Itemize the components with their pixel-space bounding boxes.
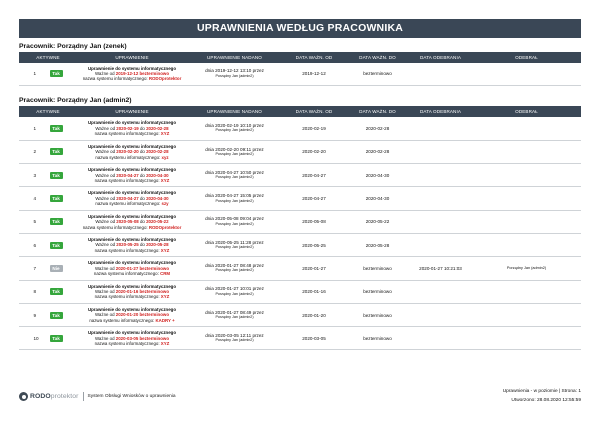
column-header: UPRAWNIENIE NADANO <box>187 106 282 117</box>
system-prefix: nazwa systemu informatycznego: <box>82 224 148 230</box>
row-number: 10 <box>33 335 39 341</box>
granted-date: dnia 2020-02-20 09:11 przez <box>205 146 264 152</box>
permission-cell <box>77 327 187 350</box>
permission-name: Uprawnienie do systemu informatycznego <box>87 330 177 336</box>
table-row <box>19 303 581 326</box>
table-row <box>19 327 581 350</box>
valid-from-date: 2020-05-08 <box>116 219 139 225</box>
active-cell <box>19 187 77 210</box>
permission-name: Uprawnienie do systemu informatycznego <box>87 237 177 243</box>
valid-to-date: 2020-04-30 <box>146 195 169 201</box>
active-cell <box>19 140 77 163</box>
granted-by: Porządny Jan (admin2) <box>215 221 254 226</box>
valid-prefix: Ważne od <box>94 71 115 77</box>
valid-range-word: do <box>139 172 145 178</box>
valid-range-word: do <box>139 242 145 248</box>
permission-name: Uprawnienie do systemu informatycznego <box>87 190 177 196</box>
valid-to-cell: 2020-05-22 <box>346 210 409 233</box>
active-cell <box>19 233 77 256</box>
granted-cell <box>187 327 282 350</box>
valid-prefix: Ważne od <box>95 219 116 225</box>
table-row <box>19 280 581 303</box>
valid-to-date: 2020-02-28 <box>146 125 169 131</box>
row-number: 3 <box>33 172 37 178</box>
valid-range-word: bezterminowo <box>139 265 170 271</box>
column-header: DATA WAŻN. OD <box>282 52 346 63</box>
valid-from-cell: 2020-01-16 <box>282 280 346 303</box>
row-number: 2 <box>33 149 37 155</box>
active-badge: Tak <box>50 195 63 202</box>
valid-to-cell: 2020-05-28 <box>346 233 409 256</box>
granted-cell <box>187 210 282 233</box>
system-name-value: RODOprotektor <box>148 76 182 82</box>
valid-prefix: Ważne od <box>95 195 116 201</box>
granted-date: dnia 2020-01-27 10:01 przez <box>205 286 264 292</box>
row-number: 1 <box>33 125 37 131</box>
valid-prefix: Ważne od <box>95 125 116 131</box>
granted-date: dnia 2020-03-05 12:11 przez <box>205 332 264 338</box>
permission-cell <box>77 303 187 326</box>
permission-cell <box>77 210 187 233</box>
permission-name: Uprawnienie do systemu informatycznego <box>87 260 177 266</box>
table-row <box>19 140 581 163</box>
revoked-date-cell <box>409 210 472 233</box>
system-name-value: xyz <box>161 154 169 160</box>
granted-by: Porządny Jan (admin2) <box>215 291 254 296</box>
valid-from-date: 2020-04-27 <box>116 195 139 201</box>
employee-label: Pracownik: Porządny Jan (zenek) <box>19 43 127 50</box>
column-header: AKTYWNE <box>19 106 77 117</box>
permission-name: Uprawnienie do systemu informatycznego <box>87 213 177 219</box>
system-prefix: nazwa systemu informatycznego: <box>89 317 155 323</box>
valid-range-word: bezterminowo <box>139 335 170 341</box>
revoked-date-cell <box>409 117 472 140</box>
permission-cell <box>77 187 187 210</box>
column-header: UPRAWNIENIE NADANO <box>187 52 282 63</box>
revoked-by-cell <box>472 327 581 350</box>
valid-from-cell: 2020-01-20 <box>282 303 346 326</box>
system-name-value: KADRY + <box>155 317 175 323</box>
valid-to-cell: 2020-04-30 <box>346 187 409 210</box>
system-prefix: nazwa systemu informatycznego: <box>94 294 160 300</box>
granted-cell <box>187 187 282 210</box>
active-cell <box>19 327 77 350</box>
active-cell <box>19 117 77 140</box>
column-header: UPRAWNIENIE <box>77 106 187 117</box>
active-badge: Tak <box>50 125 63 132</box>
table-row <box>19 63 581 85</box>
row-number: 5 <box>33 219 37 225</box>
valid-from-cell: 2020-05-25 <box>282 233 346 256</box>
revoked-date-cell <box>409 187 472 210</box>
valid-from-cell: 2019-12-12 <box>282 63 346 85</box>
valid-from-date: 2019-12-12 <box>115 71 139 77</box>
revoked-date-cell <box>409 233 472 256</box>
granted-date: dnia 2020-05-25 11:28 przez <box>205 239 264 245</box>
revoked-date-cell <box>409 303 472 326</box>
valid-to-date: 2020-02-28 <box>146 149 169 155</box>
table-header-row <box>19 52 581 63</box>
revoked-by-cell: Porządny Jan (admin2) <box>472 257 581 280</box>
granted-by: Porządny Jan (admin2) <box>215 128 254 133</box>
system-prefix: nazwa systemu informatycznego: <box>94 131 160 137</box>
valid-to-cell: bezterminowo <box>346 303 409 326</box>
row-number: 7 <box>33 265 37 271</box>
valid-to-cell: bezterminowo <box>346 257 409 280</box>
permission-name: Uprawnienie do systemu informatycznego <box>87 167 177 173</box>
permission-cell <box>77 257 187 280</box>
system-prefix: nazwa systemu informatycznego: <box>93 271 159 277</box>
valid-to-cell: bezterminowo <box>346 63 409 85</box>
active-cell <box>19 210 77 233</box>
granted-date: dnia 2019-12-12 13:10 przez <box>205 68 264 74</box>
permission-name: Uprawnienie do systemu informatycznego <box>87 120 177 126</box>
revoked-by-cell <box>472 140 581 163</box>
revoked-by-cell <box>472 63 581 85</box>
active-cell <box>19 164 77 187</box>
row-number: 9 <box>33 312 37 318</box>
valid-range-word: do <box>139 149 145 155</box>
system-name-value: XYZ <box>160 294 170 300</box>
footer-logo <box>19 392 176 401</box>
valid-from-date: 2020-02-19 <box>116 125 139 131</box>
active-cell <box>19 280 77 303</box>
column-header: DATA ODEBRANIA <box>409 52 472 63</box>
valid-to-date: 2020-04-30 <box>146 172 169 178</box>
valid-prefix: Ważne od <box>94 265 115 271</box>
granted-date: dnia 2020-04-27 15:05 przez <box>205 193 264 199</box>
valid-range-word: do <box>139 219 145 225</box>
granted-date: dnia 2020-04-27 10:50 przez <box>205 169 264 175</box>
system-name-value: RODOprotektor <box>148 224 182 230</box>
system-name: System Obsługi Wniosków o uprawnienia <box>87 394 176 399</box>
valid-from-date: 2020-04-27 <box>116 172 139 178</box>
column-header: DATA WAŻN. DO <box>346 52 409 63</box>
revoked-by-cell <box>472 303 581 326</box>
active-badge: Tak <box>50 148 63 155</box>
revoked-by-cell <box>472 164 581 187</box>
revoked-date-cell <box>409 280 472 303</box>
column-header: ODEBRAŁ <box>472 106 581 117</box>
valid-to-cell: 2020-02-28 <box>346 140 409 163</box>
valid-prefix: Ważne od <box>94 312 115 318</box>
revoked-by-cell <box>472 280 581 303</box>
granted-by: Porządny Jan (admin2) <box>215 73 254 78</box>
valid-to-cell: 2020-04-30 <box>346 164 409 187</box>
valid-prefix: Ważne od <box>94 335 115 341</box>
system-name-value: XYZ <box>160 177 170 183</box>
permission-cell <box>77 117 187 140</box>
revoked-date-cell <box>409 327 472 350</box>
logo-wordmark: RODOprotektor <box>30 393 79 400</box>
permission-cell <box>77 140 187 163</box>
employee-label: Pracownik: Porządny Jan (admin2) <box>19 97 132 104</box>
valid-from-date: 2020-01-27 <box>115 265 139 271</box>
granted-cell <box>187 280 282 303</box>
granted-by: Porządny Jan (admin2) <box>215 245 254 250</box>
valid-from-date: 2020-02-20 <box>116 149 139 155</box>
revoked-by-cell <box>472 210 581 233</box>
footer-divider <box>83 392 84 401</box>
active-badge: Tak <box>50 288 63 295</box>
active-cell <box>19 63 77 85</box>
active-badge: Nie <box>50 265 63 272</box>
system-prefix: nazwa systemu informatycznego: <box>95 154 161 160</box>
system-name-value: XYZ <box>160 247 170 253</box>
revoked-by-cell <box>472 233 581 256</box>
system-name-value: XYZ <box>160 341 170 347</box>
granted-cell <box>187 257 282 280</box>
active-badge: Tak <box>50 218 63 225</box>
valid-to-date: 2020-05-22 <box>146 219 169 225</box>
granted-by: Porządny Jan (admin2) <box>215 315 254 320</box>
valid-prefix: Ważne od <box>94 289 115 295</box>
table-row <box>19 210 581 233</box>
revoked-date-cell <box>409 63 472 85</box>
granted-by: Porządny Jan (admin2) <box>215 268 254 273</box>
row-number: 1 <box>33 71 37 77</box>
valid-from-date: 2020-05-25 <box>116 242 139 248</box>
system-prefix: nazwa systemu informatycznego: <box>95 201 161 207</box>
active-cell <box>19 303 77 326</box>
permission-name: Uprawnienie do systemu informatycznego <box>87 306 177 312</box>
permission-name: Uprawnienie do systemu informatycznego <box>87 283 177 289</box>
system-name-value: szy <box>161 201 169 207</box>
valid-from-cell: 2020-03-05 <box>282 327 346 350</box>
permissions-table <box>19 52 581 86</box>
column-header: UPRAWNIENIE <box>77 52 187 63</box>
granted-by: Porządny Jan (admin2) <box>215 198 254 203</box>
active-badge: Tak <box>50 312 63 319</box>
valid-prefix: Ważne od <box>95 242 116 248</box>
table-header-row <box>19 106 581 117</box>
active-badge: Tak <box>50 335 63 342</box>
table-row <box>19 117 581 140</box>
permission-cell <box>77 63 187 85</box>
active-badge: Tak <box>50 172 63 179</box>
active-badge: Tak <box>50 242 63 249</box>
system-name-value: CRM <box>160 271 171 277</box>
system-prefix: nazwa systemu informatycznego: <box>94 247 160 253</box>
valid-range-word: bezterminowo <box>139 289 170 295</box>
granted-cell <box>187 303 282 326</box>
revoked-date-cell <box>409 164 472 187</box>
valid-to-date: 2020-05-28 <box>146 242 169 248</box>
table-row <box>19 257 581 280</box>
column-header: AKTYWNE <box>19 52 77 63</box>
system-name-value: XYZ <box>160 131 170 137</box>
valid-prefix: Ważne od <box>95 149 116 155</box>
valid-range-word: bezterminowo <box>139 71 170 77</box>
table-row <box>19 233 581 256</box>
valid-from-cell: 2020-02-20 <box>282 140 346 163</box>
valid-to-cell: 2020-02-28 <box>346 117 409 140</box>
granted-by: Porządny Jan (admin2) <box>215 175 254 180</box>
system-prefix: nazwa systemu informatycznego: <box>94 341 160 347</box>
page-title: UPRAWNIENIA WEDŁUG PRACOWNIKA <box>19 19 581 38</box>
revoked-by-cell <box>472 117 581 140</box>
valid-to-cell: bezterminowo <box>346 327 409 350</box>
column-header: DATA WAŻN. OD <box>282 106 346 117</box>
permission-name: Uprawnienie do systemu informatycznego <box>87 143 177 149</box>
active-cell <box>19 257 77 280</box>
rodoprotektor-logo-icon <box>19 392 28 401</box>
row-number: 6 <box>33 242 37 248</box>
employee-section <box>19 42 581 86</box>
column-header: DATA WAŻN. DO <box>346 106 409 117</box>
permission-cell <box>77 280 187 303</box>
active-badge: Tak <box>50 70 63 77</box>
table-row <box>19 164 581 187</box>
granted-date: dnia 2020-01-27 08:48 przez <box>205 263 264 269</box>
revoked-by-cell <box>472 187 581 210</box>
granted-by: Porządny Jan (admin2) <box>215 338 254 343</box>
valid-from-date: 2020-01-16 <box>115 289 139 295</box>
valid-from-date: 2020-03-05 <box>115 335 139 341</box>
employee-section <box>19 96 581 350</box>
system-prefix: nazwa systemu informatycznego: <box>82 76 148 82</box>
granted-cell <box>187 117 282 140</box>
permission-cell <box>77 233 187 256</box>
valid-from-cell: 2020-02-19 <box>282 117 346 140</box>
permissions-table <box>19 106 581 350</box>
footer-info <box>503 387 581 405</box>
column-header: ODEBRAŁ <box>472 52 581 63</box>
system-prefix: nazwa systemu informatycznego: <box>94 177 160 183</box>
granted-by: Porządny Jan (admin2) <box>215 151 254 156</box>
valid-from-cell: 2020-01-27 <box>282 257 346 280</box>
valid-from-cell: 2020-05-08 <box>282 210 346 233</box>
valid-from-date: 2020-01-20 <box>115 312 139 318</box>
granted-cell <box>187 63 282 85</box>
granted-cell <box>187 140 282 163</box>
valid-from-cell: 2020-04-27 <box>282 164 346 187</box>
granted-date: dnia 2020-02-19 10:10 przez <box>205 122 264 128</box>
permission-name: Uprawnienie do systemu informatycznego <box>87 65 177 71</box>
row-number: 4 <box>33 196 37 202</box>
revoked-date-cell: 2020-01-27 10:21:03 <box>409 257 472 280</box>
valid-from-cell: 2020-04-27 <box>282 187 346 210</box>
revoked-date-cell <box>409 140 472 163</box>
valid-range-word: do <box>139 125 145 131</box>
valid-range-word: bezterminowo <box>139 312 170 318</box>
report-page-info: Uprawnienia - w poziomie | Strona: 1 <box>502 389 581 394</box>
row-number: 8 <box>33 289 37 295</box>
granted-date: dnia 2020-05-08 09:04 przez <box>205 216 264 222</box>
valid-range-word: do <box>139 195 145 201</box>
permission-cell <box>77 164 187 187</box>
valid-prefix: Ważne od <box>95 172 116 178</box>
granted-date: dnia 2020-01-27 08:49 przez <box>205 309 264 315</box>
table-row <box>19 187 581 210</box>
valid-to-cell: bezterminowo <box>346 280 409 303</box>
granted-cell <box>187 164 282 187</box>
granted-cell <box>187 233 282 256</box>
created-timestamp: Utworzono: 28.08.2020 12:55:59 <box>511 398 581 403</box>
column-header: DATA ODEBRANIA <box>409 106 472 117</box>
